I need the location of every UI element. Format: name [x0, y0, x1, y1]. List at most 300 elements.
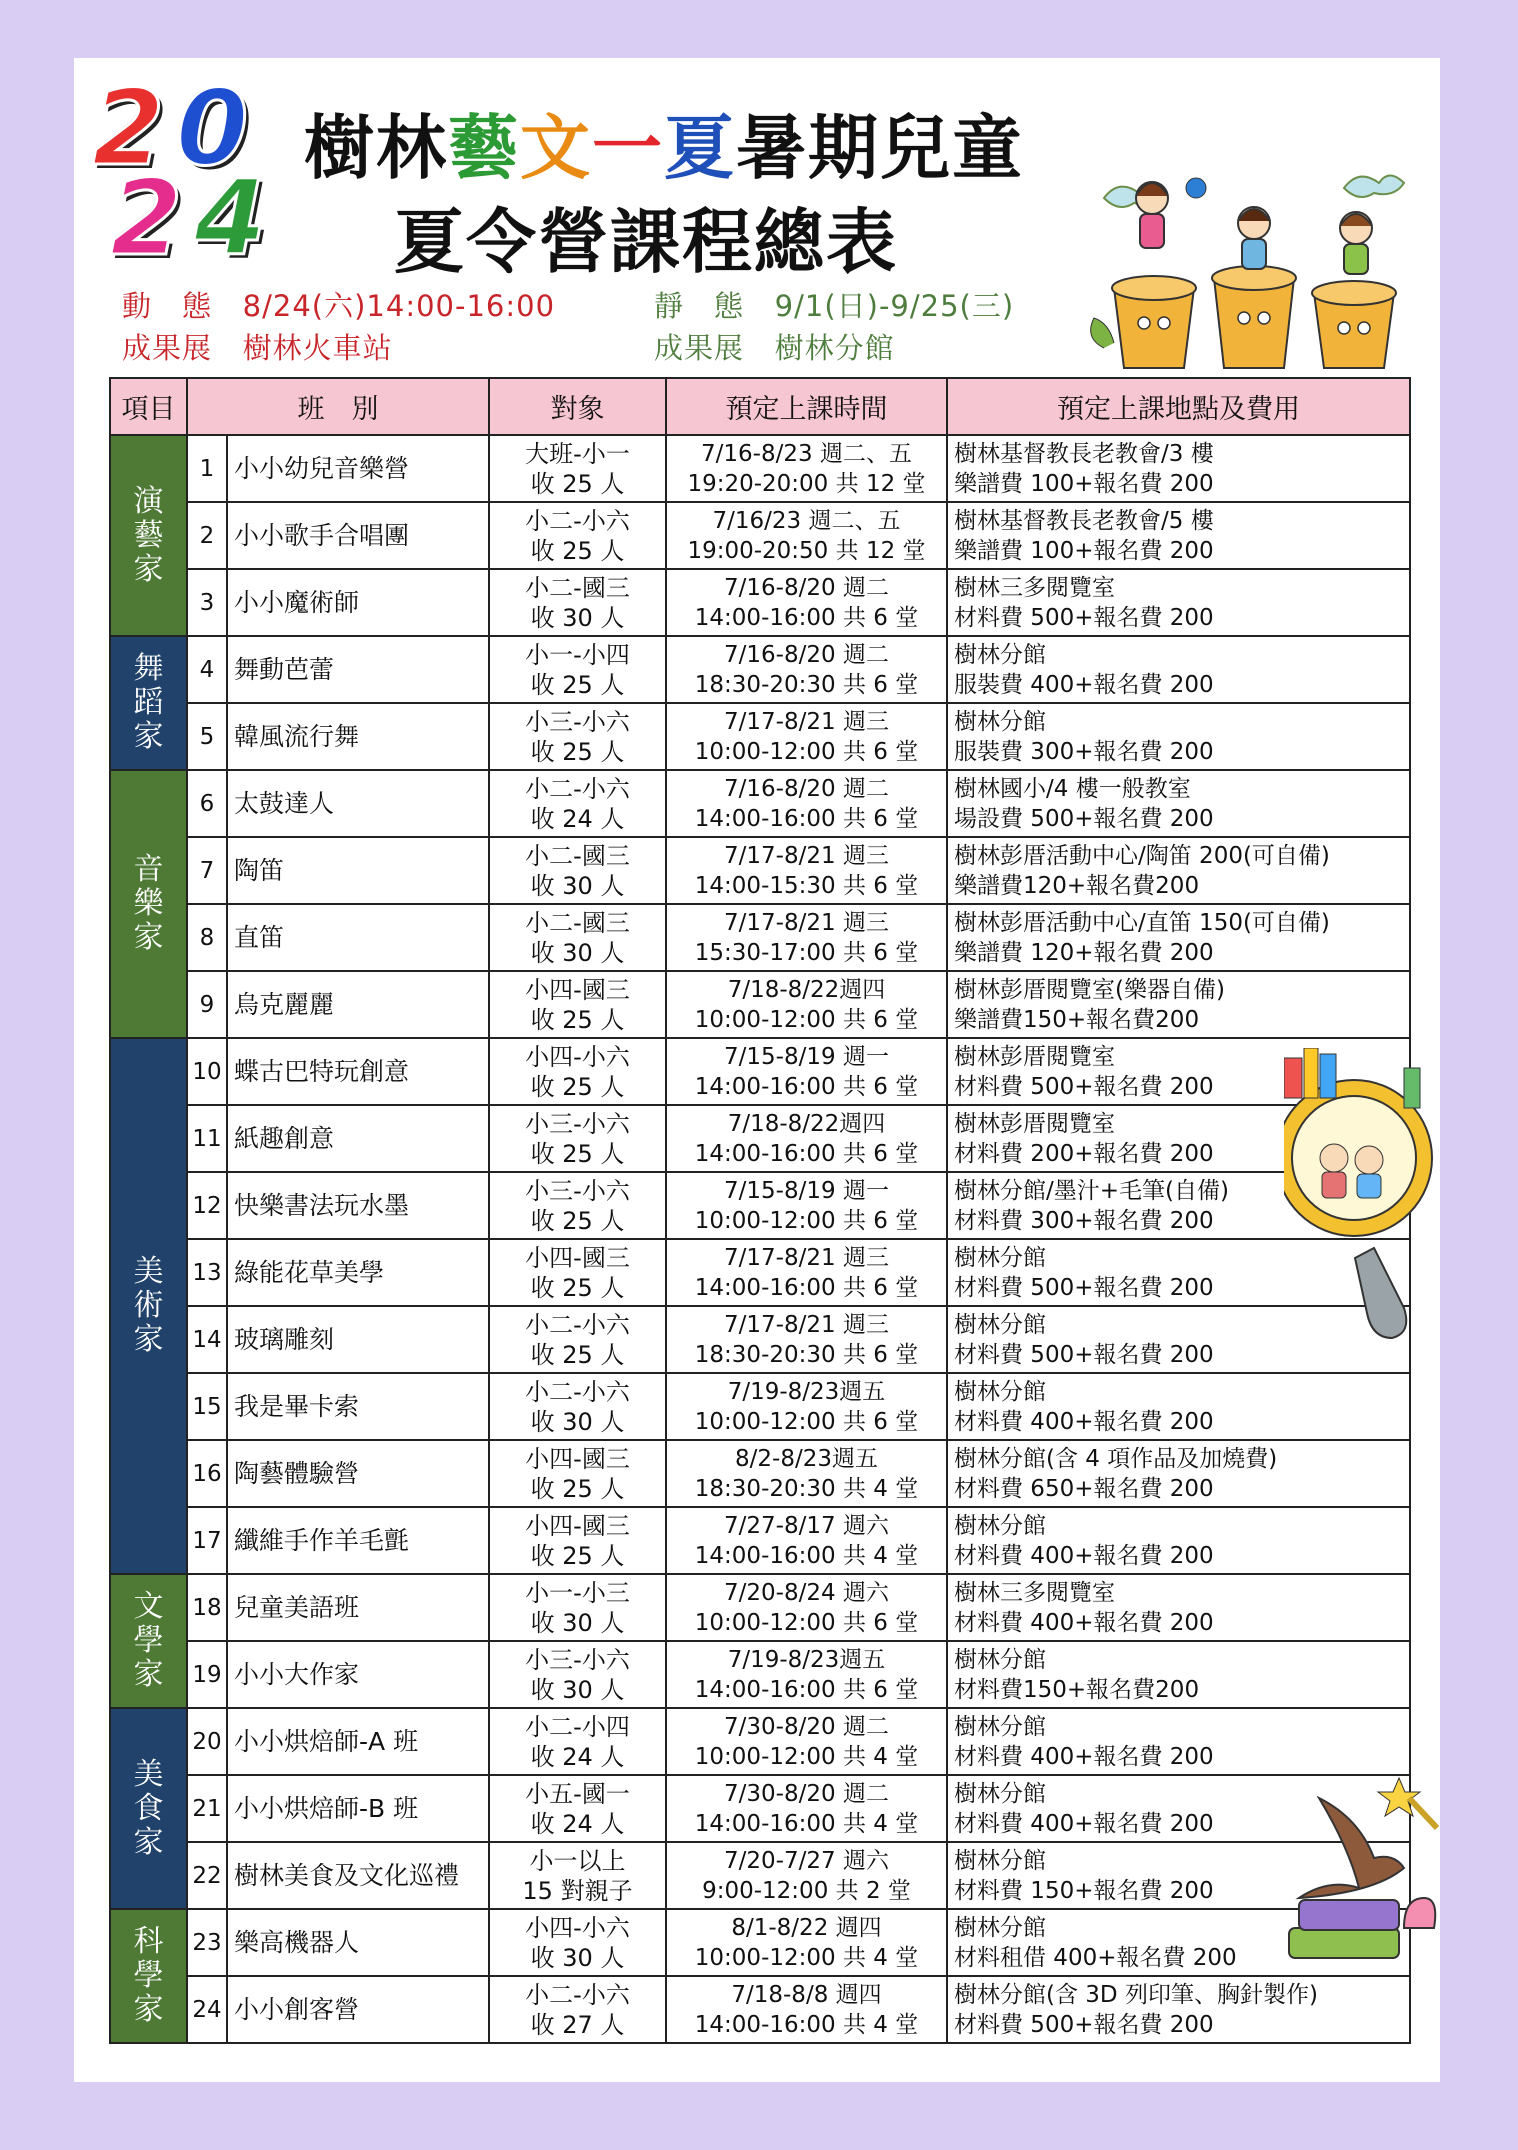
schedule-line: 8/1-8/22 週四 — [731, 1914, 882, 1941]
row-number: 17 — [187, 1507, 227, 1574]
static-place: 樹林分館 — [774, 331, 895, 365]
target-cell — [489, 1842, 666, 1909]
category-char: 學 — [133, 1623, 164, 1658]
location-fee-cell — [947, 1641, 1410, 1708]
category-char: 學 — [133, 1958, 164, 1993]
location-fee-line: 材料費 650+報名費 200 — [954, 1475, 1214, 1502]
location-fee-cell — [947, 1373, 1410, 1440]
location-fee-line: 樂譜費 100+報名費 200 — [954, 537, 1214, 564]
row-number: 18 — [187, 1574, 227, 1641]
target-line: 小四-國三 — [525, 1243, 630, 1272]
schedule-line: 7/15-8/19 週一 — [724, 1043, 889, 1070]
target-line: 小四-小六 — [525, 1913, 630, 1942]
schedule-line: 7/16-8/20 週二 — [724, 775, 889, 802]
location-fee-cell — [947, 435, 1410, 502]
location-fee-cell — [947, 703, 1410, 770]
category-char: 家 — [133, 1992, 164, 2027]
table-row — [110, 971, 1410, 1038]
location-fee-line: 樹林分館 — [954, 641, 1046, 668]
schedule-line: 14:00-16:00 共 4 堂 — [694, 2011, 919, 2038]
schedule-line: 7/17-8/21 週三 — [724, 842, 889, 869]
year-logo — [86, 67, 296, 279]
schedule-line: 7/16-8/20 週二 — [724, 574, 889, 601]
target-cell — [489, 1708, 666, 1775]
category-char: 家 — [133, 1824, 164, 1860]
schedule-line: 7/20-8/24 週六 — [724, 1579, 889, 1606]
location-fee-line: 材料費 300+報名費 200 — [954, 1207, 1214, 1234]
schedule-line: 18:30-20:30 共 6 堂 — [694, 1341, 919, 1368]
category-char: 美 — [133, 1254, 164, 1289]
row-number: 23 — [187, 1909, 227, 1976]
location-fee-cell — [947, 636, 1410, 703]
location-fee-cell — [947, 502, 1410, 569]
target-cell — [489, 636, 666, 703]
dynamic-place: 樹林火車站 — [242, 331, 393, 365]
target-cell — [489, 435, 666, 502]
location-fee-line: 樹林分館 — [954, 1713, 1046, 1740]
location-fee-line: 樹林分館 — [954, 1914, 1046, 1941]
location-fee-line: 樹林彭厝活動中心/直笛 150(可自備) — [954, 909, 1330, 936]
target-line: 收 30 人 — [530, 1608, 625, 1637]
class-name: 兒童美語班 — [227, 1574, 489, 1641]
target-cell — [489, 1574, 666, 1641]
target-line: 小三-小六 — [525, 707, 630, 736]
target-line: 小二-國三 — [525, 573, 630, 602]
schedule-cell — [666, 1909, 947, 1976]
static-sub: 成果展 — [654, 331, 745, 365]
table-row — [110, 1574, 1410, 1641]
row-number: 4 — [187, 636, 227, 703]
target-line: 收 30 人 — [530, 1675, 625, 1704]
target-line: 收 25 人 — [530, 1474, 625, 1503]
row-number: 15 — [187, 1373, 227, 1440]
static-label: 靜 態 — [654, 289, 745, 323]
target-cell — [489, 569, 666, 636]
target-cell — [489, 904, 666, 971]
page-title-line2: 夏令營課程總表 — [394, 201, 898, 283]
class-name: 我是畢卡索 — [227, 1373, 489, 1440]
target-line: 收 30 人 — [530, 1407, 625, 1436]
schedule-line: 10:00-12:00 共 6 堂 — [694, 1207, 919, 1234]
schedule-line: 18:30-20:30 共 4 堂 — [694, 1475, 919, 1502]
schedule-cell — [666, 435, 947, 502]
target-cell — [489, 971, 666, 1038]
location-fee-line: 服裝費 300+報名費 200 — [954, 738, 1214, 765]
location-fee-line: 樹林彭厝閱覽室(樂器自備) — [954, 976, 1225, 1003]
schedule-line: 10:00-12:00 共 4 堂 — [694, 1944, 919, 1971]
dynamic-sub: 成果展 — [122, 331, 213, 365]
location-fee-cell — [947, 1440, 1410, 1507]
target-line: 收 25 人 — [530, 670, 625, 699]
category-char: 家 — [133, 719, 164, 754]
row-number: 19 — [187, 1641, 227, 1708]
class-name: 小小創客營 — [227, 1976, 489, 2043]
schedule-line: 7/17-8/21 週三 — [724, 708, 889, 735]
target-line: 收 25 人 — [530, 1340, 625, 1369]
col-header-target: 對象 — [489, 378, 666, 435]
table-row — [110, 1105, 1410, 1172]
col-header-location-fee: 預定上課地點及費用 — [947, 378, 1410, 435]
schedule-cell — [666, 1507, 947, 1574]
schedule-cell — [666, 1373, 947, 1440]
row-number: 21 — [187, 1775, 227, 1842]
class-name: 烏克麗麗 — [227, 971, 489, 1038]
schedule-cell — [666, 904, 947, 971]
schedule-line: 19:20-20:00 共 12 堂 — [687, 470, 926, 497]
schedule-cell — [666, 502, 947, 569]
location-fee-cell — [947, 1574, 1410, 1641]
category-label — [134, 485, 164, 587]
kids-flowerpot-illustration — [1084, 128, 1434, 378]
class-name: 快樂書法玩水墨 — [227, 1172, 489, 1239]
row-number: 1 — [187, 435, 227, 502]
table-row — [110, 703, 1410, 770]
target-line: 小一-小四 — [525, 640, 630, 669]
location-fee-line: 材料費 150+報名費 200 — [954, 1877, 1214, 1904]
schedule-line: 14:00-15:30 共 6 堂 — [694, 872, 919, 899]
table-row — [110, 1842, 1410, 1909]
table-row — [110, 1641, 1410, 1708]
schedule-cell — [666, 703, 947, 770]
schedule-cell — [666, 837, 947, 904]
schedule-cell — [666, 1574, 947, 1641]
category-char: 家 — [133, 551, 164, 587]
location-fee-line: 樹林基督教長老教會/5 樓 — [954, 507, 1214, 534]
category-label — [134, 652, 164, 754]
class-name: 纖維手作羊毛氈 — [227, 1507, 489, 1574]
category-label — [134, 1758, 164, 1860]
course-table — [109, 377, 1411, 2044]
class-name: 小小大作家 — [227, 1641, 489, 1708]
class-name: 小小歌手合唱團 — [227, 502, 489, 569]
course-table-wrapper — [109, 377, 1409, 2044]
page-title-line1 — [304, 92, 1024, 193]
target-cell — [489, 1440, 666, 1507]
schedule-cell — [666, 1976, 947, 2043]
target-line: 收 24 人 — [530, 1809, 625, 1838]
location-fee-line: 材料費 400+報名費 200 — [954, 1810, 1214, 1837]
magnifier-kids-illustration — [1284, 1048, 1444, 1368]
location-fee-line: 材料費 500+報名費 200 — [954, 604, 1214, 631]
location-fee-line: 材料費 400+報名費 200 — [954, 1743, 1214, 1770]
dynamic-time: 8/24(六)14:00-16:00 — [242, 289, 556, 323]
location-fee-line: 樹林分館 — [954, 1847, 1046, 1874]
location-fee-line: 材料費 400+報名費 200 — [954, 1542, 1214, 1569]
target-line: 收 24 人 — [530, 804, 625, 833]
category-cell — [110, 1574, 187, 1708]
target-line: 小三-小六 — [525, 1645, 630, 1674]
table-row — [110, 1708, 1410, 1775]
category-char: 樂 — [133, 886, 164, 921]
class-name: 樹林美食及文化巡禮 — [227, 1842, 489, 1909]
col-header-category: 項目 — [110, 378, 187, 435]
target-line: 收 25 人 — [530, 1273, 625, 1302]
schedule-line: 14:00-16:00 共 6 堂 — [694, 1676, 919, 1703]
row-number: 10 — [187, 1038, 227, 1105]
class-name: 小小魔術師 — [227, 569, 489, 636]
target-cell — [489, 1507, 666, 1574]
target-line: 收 25 人 — [530, 1206, 625, 1235]
row-number: 7 — [187, 837, 227, 904]
table-row — [110, 1306, 1410, 1373]
target-line: 收 25 人 — [530, 1072, 625, 1101]
schedule-line: 14:00-16:00 共 6 堂 — [694, 805, 919, 832]
static-exhibit-place — [654, 326, 895, 367]
category-char: 美 — [133, 1756, 164, 1792]
category-char: 蹈 — [133, 685, 164, 720]
target-cell — [489, 1239, 666, 1306]
dynamic-exhibit-time — [122, 284, 555, 325]
schedule-cell — [666, 569, 947, 636]
class-name: 樂高機器人 — [227, 1909, 489, 1976]
schedule-cell — [666, 971, 947, 1038]
table-header-row — [110, 378, 1410, 435]
schedule-line: 15:30-17:00 共 6 堂 — [694, 939, 919, 966]
class-name: 蝶古巴特玩創意 — [227, 1038, 489, 1105]
schedule-line: 14:00-16:00 共 4 堂 — [694, 1810, 919, 1837]
target-cell — [489, 1373, 666, 1440]
location-fee-line: 樂譜費 120+報名費 200 — [954, 939, 1214, 966]
location-fee-cell — [947, 569, 1410, 636]
target-cell — [489, 1172, 666, 1239]
location-fee-line: 材料租借 400+報名費 200 — [954, 1944, 1237, 1971]
target-cell — [489, 1038, 666, 1105]
schedule-line: 7/16-8/20 週二 — [724, 641, 889, 668]
category-char: 演 — [133, 483, 164, 519]
category-cell — [110, 1909, 187, 2043]
schedule-line: 7/15-8/19 週一 — [724, 1177, 889, 1204]
target-line: 小二-小六 — [525, 1980, 630, 2009]
category-char: 家 — [133, 1322, 164, 1357]
target-line: 收 25 人 — [530, 1005, 625, 1034]
location-fee-cell — [947, 770, 1410, 837]
static-exhibit-time — [654, 284, 1014, 325]
table-row — [110, 904, 1410, 971]
target-cell — [489, 502, 666, 569]
schedule-line: 7/30-8/20 週二 — [724, 1713, 889, 1740]
schedule-cell — [666, 1775, 947, 1842]
location-fee-line: 樹林分館 — [954, 1311, 1046, 1338]
row-number: 16 — [187, 1440, 227, 1507]
category-cell — [110, 636, 187, 770]
location-fee-line: 樹林基督教長老教會/3 樓 — [954, 440, 1214, 467]
target-line: 收 25 人 — [530, 1139, 625, 1168]
table-row — [110, 636, 1410, 703]
schedule-line: 14:00-16:00 共 6 堂 — [694, 604, 919, 631]
target-line: 小三-小六 — [525, 1176, 630, 1205]
category-label — [134, 1590, 164, 1692]
row-number: 3 — [187, 569, 227, 636]
row-number: 9 — [187, 971, 227, 1038]
target-line: 收 30 人 — [530, 603, 625, 632]
row-number: 22 — [187, 1842, 227, 1909]
target-line: 小二-國三 — [525, 908, 630, 937]
location-fee-cell — [947, 904, 1410, 971]
row-number: 20 — [187, 1708, 227, 1775]
category-label — [134, 853, 164, 955]
schedule-line: 19:00-20:50 共 12 堂 — [687, 537, 926, 564]
location-fee-line: 材料費 500+報名費 200 — [954, 2011, 1214, 2038]
schedule-line: 7/19-8/23週五 — [727, 1378, 886, 1405]
location-fee-line: 材料費150+報名費200 — [954, 1676, 1200, 1703]
location-fee-line: 樹林三多閱覽室 — [954, 1579, 1115, 1606]
location-fee-line: 樹林彭厝閱覽室 — [954, 1043, 1115, 1070]
dynamic-exhibit-place — [122, 326, 393, 367]
category-char: 音 — [133, 852, 164, 887]
schedule-line: 8/2-8/23週五 — [735, 1445, 878, 1472]
location-fee-line: 場設費 500+報名費 200 — [954, 805, 1214, 832]
category-char: 科 — [133, 1924, 164, 1959]
location-fee-cell — [947, 837, 1410, 904]
location-fee-line: 樹林彭厝活動中心/陶笛 200(可自備) — [954, 842, 1330, 869]
category-char: 家 — [133, 1657, 164, 1692]
category-cell — [110, 1708, 187, 1909]
schedule-line: 7/17-8/21 週三 — [724, 1311, 889, 1338]
row-number: 24 — [187, 1976, 227, 2043]
target-cell — [489, 1976, 666, 2043]
col-header-time: 預定上課時間 — [666, 378, 947, 435]
location-fee-line: 材料費 500+報名費 200 — [954, 1073, 1214, 1100]
schedule-line: 7/30-8/20 週二 — [724, 1780, 889, 1807]
target-cell — [489, 703, 666, 770]
category-cell — [110, 435, 187, 636]
class-name: 陶笛 — [227, 837, 489, 904]
title-part: 夏 — [664, 107, 736, 189]
target-line: 小二-小四 — [525, 1712, 630, 1741]
category-label — [134, 1255, 164, 1357]
wizard-hat-books-illustration — [1279, 1758, 1439, 1988]
schedule-cell — [666, 1842, 947, 1909]
location-fee-line: 材料費 400+報名費 200 — [954, 1609, 1214, 1636]
schedule-cell — [666, 1239, 947, 1306]
col-header-class: 班 別 — [187, 378, 489, 435]
title-part: 藝 — [448, 107, 520, 189]
schedule-line: 7/19-8/23週五 — [727, 1646, 886, 1673]
table-row — [110, 1038, 1410, 1105]
schedule-line: 10:00-12:00 共 6 堂 — [694, 738, 919, 765]
table-row — [110, 1239, 1410, 1306]
year-digit-2b: 2 — [110, 157, 183, 279]
table-row — [110, 1909, 1410, 1976]
target-cell — [489, 770, 666, 837]
row-number: 13 — [187, 1239, 227, 1306]
class-name: 小小烘焙師-B 班 — [227, 1775, 489, 1842]
class-name: 舞動芭蕾 — [227, 636, 489, 703]
location-fee-line: 樹林三多閱覽室 — [954, 574, 1115, 601]
target-line: 15 對親子 — [522, 1876, 633, 1905]
target-line: 小二-小六 — [525, 1310, 630, 1339]
schedule-line: 14:00-16:00 共 6 堂 — [694, 1274, 919, 1301]
target-line: 收 30 人 — [530, 938, 625, 967]
target-cell — [489, 1306, 666, 1373]
target-cell — [489, 1641, 666, 1708]
schedule-line: 18:30-20:30 共 6 堂 — [694, 671, 919, 698]
title-part: 樹林 — [304, 107, 448, 189]
target-line: 小二-小六 — [525, 506, 630, 535]
location-fee-line: 樹林分館/墨汁+毛筆(自備) — [954, 1177, 1229, 1204]
schedule-cell — [666, 1708, 947, 1775]
schedule-line: 7/16/23 週二、五 — [712, 507, 901, 534]
target-line: 收 30 人 — [530, 871, 625, 900]
table-row — [110, 770, 1410, 837]
target-cell — [489, 1105, 666, 1172]
schedule-line: 7/20-7/27 週六 — [724, 1847, 889, 1874]
target-line: 小三-小六 — [525, 1109, 630, 1138]
target-line: 小二-小六 — [525, 774, 630, 803]
location-fee-line: 材料費 200+報名費 200 — [954, 1140, 1214, 1167]
dynamic-label: 動 態 — [122, 289, 213, 323]
schedule-line: 7/17-8/21 週三 — [724, 909, 889, 936]
schedule-cell — [666, 1172, 947, 1239]
schedule-cell — [666, 1440, 947, 1507]
location-fee-line: 樂譜費150+報名費200 — [954, 1006, 1200, 1033]
schedule-line: 10:00-12:00 共 6 堂 — [694, 1006, 919, 1033]
category-char: 舞 — [133, 651, 164, 686]
schedule-line: 9:00-12:00 共 2 堂 — [702, 1877, 911, 1904]
title-part: 暑期兒童 — [736, 107, 1024, 189]
row-number: 14 — [187, 1306, 227, 1373]
row-number: 6 — [187, 770, 227, 837]
location-fee-line: 樹林分館(含 4 項作品及加燒費) — [954, 1445, 1278, 1472]
target-cell — [489, 1775, 666, 1842]
class-name: 太鼓達人 — [227, 770, 489, 837]
location-fee-line: 材料費 500+報名費 200 — [954, 1341, 1214, 1368]
schedule-cell — [666, 636, 947, 703]
location-fee-line: 樹林國小/4 樓一般教室 — [954, 775, 1191, 802]
table-row — [110, 1440, 1410, 1507]
schedule-cell — [666, 770, 947, 837]
location-fee-cell — [947, 1507, 1410, 1574]
target-cell — [489, 1909, 666, 1976]
schedule-line: 7/18-8/22週四 — [727, 1110, 886, 1137]
category-cell — [110, 770, 187, 1038]
class-name: 小小幼兒音樂營 — [227, 435, 489, 502]
schedule-cell — [666, 1641, 947, 1708]
title-part: 一 — [592, 107, 664, 189]
category-cell — [110, 1038, 187, 1574]
category-char: 文 — [133, 1589, 164, 1624]
location-fee-line: 樹林分館 — [954, 1244, 1046, 1271]
location-fee-line: 樂譜費120+報名費200 — [954, 872, 1200, 899]
target-line: 大班-小一 — [525, 439, 630, 468]
target-line: 小四-國三 — [525, 975, 630, 1004]
poster — [74, 58, 1440, 2082]
row-number: 2 — [187, 502, 227, 569]
location-fee-line: 服裝費 400+報名費 200 — [954, 671, 1214, 698]
schedule-cell — [666, 1038, 947, 1105]
row-number: 5 — [187, 703, 227, 770]
class-name: 玻璃雕刻 — [227, 1306, 489, 1373]
class-name: 小小烘焙師-A 班 — [227, 1708, 489, 1775]
category-char: 術 — [133, 1288, 164, 1323]
target-line: 收 25 人 — [530, 536, 625, 565]
table-row — [110, 1775, 1410, 1842]
class-name: 直笛 — [227, 904, 489, 971]
year-digit-0: 0 — [176, 67, 249, 189]
category-char: 食 — [133, 1790, 164, 1826]
schedule-line: 7/17-8/21 週三 — [724, 1244, 889, 1271]
table-row — [110, 569, 1410, 636]
schedule-line: 14:00-16:00 共 6 堂 — [694, 1073, 919, 1100]
table-row — [110, 1976, 1410, 2043]
schedule-cell — [666, 1306, 947, 1373]
schedule-line: 10:00-12:00 共 6 堂 — [694, 1408, 919, 1435]
schedule-line: 7/27-8/17 週六 — [724, 1512, 889, 1539]
title-part: 文 — [520, 107, 592, 189]
location-fee-line: 樹林彭厝閱覽室 — [954, 1110, 1115, 1137]
location-fee-line: 樹林分館(含 3D 列印筆、胸針製作) — [954, 1981, 1318, 2008]
row-number: 12 — [187, 1172, 227, 1239]
